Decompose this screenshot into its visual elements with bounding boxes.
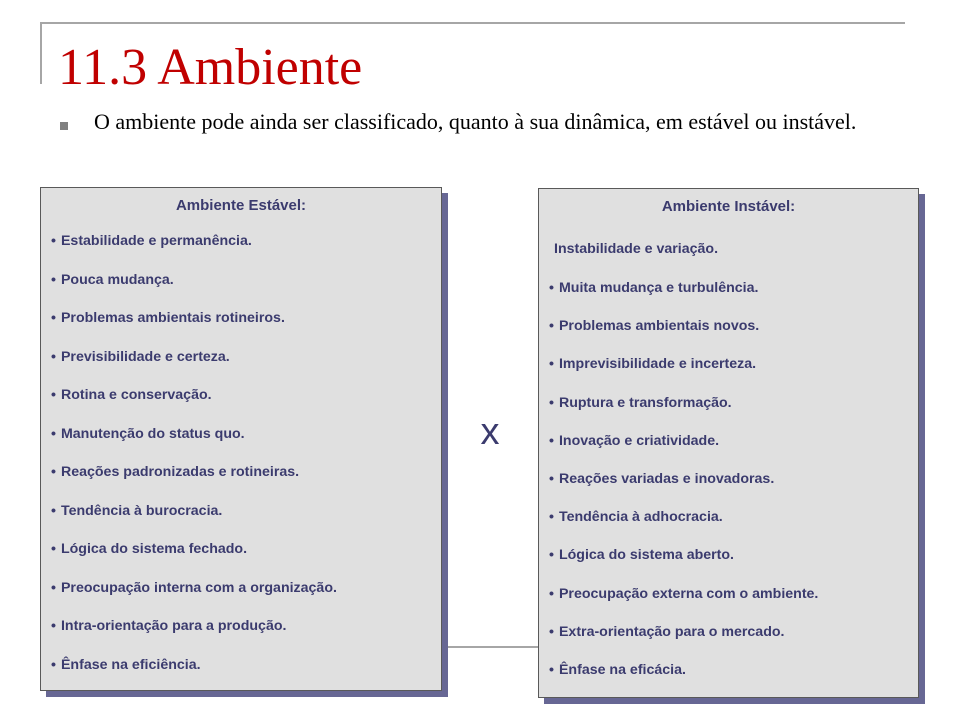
stable-list-item (51, 425, 245, 443)
bullet-dot-icon: • (549, 432, 554, 449)
unstable-list-item (549, 623, 784, 641)
unstable-list-item-text: Lógica do sistema aberto. (558, 547, 734, 564)
bullet-dot-icon: • (51, 541, 56, 557)
intro-bullet-text: O ambiente pode ainda ser classificado, quanto à sua dinâmica, em estável ou instável. (94, 109, 857, 134)
bullet-dot-icon: • (549, 356, 554, 373)
stable-panel-title: Ambiente Estável: (175, 197, 307, 214)
bullet-dot-icon: • (51, 502, 56, 519)
stable-list-item (51, 271, 174, 289)
stable-list-item-text: Rotina e conservação. (60, 387, 212, 403)
bullet-dot-icon: • (51, 425, 56, 442)
bullet-dot-icon: • (549, 394, 554, 411)
stable-list-item (51, 502, 222, 520)
unstable-list-item-text: Tendência à adhocracia. (558, 509, 723, 526)
bullet-dot-icon: • (549, 280, 554, 296)
unstable-list-item-text: Preocupação externa com o ambiente. (558, 585, 819, 602)
unstable-list-item (549, 432, 719, 450)
stable-list-item-text: Estabilidade e permanência. (60, 233, 252, 249)
bullet-dot-icon: • (549, 471, 554, 487)
unstable-list-item-text: Inovação e criatividade. (558, 432, 720, 449)
left-divider-line (40, 22, 42, 84)
unstable-list-item (549, 585, 818, 603)
slide-title: 11.3 Ambiente (58, 39, 363, 96)
unstable-list-item (549, 470, 774, 488)
stable-list-item-text: Ênfase na eficiência. (60, 656, 201, 673)
stable-list-item (51, 348, 230, 366)
bullet-dot-icon: • (549, 509, 554, 526)
stable-list-item-text: Problemas ambientais rotineiros. (60, 310, 285, 326)
bullet-dot-icon: • (51, 579, 56, 596)
unstable-first-item: Instabilidade e variação. (554, 241, 719, 257)
stable-list-item-text: Manutenção do status quo. (60, 425, 245, 442)
intro-bullet (60, 108, 905, 135)
stable-list-item-text: Reações padronizadas e rotineiras. (60, 464, 300, 480)
stable-list-item (51, 656, 201, 674)
stable-list-item-text: Lógica do sistema fechado. (60, 541, 248, 557)
unstable-list-item (549, 661, 686, 679)
unstable-list-item-text: Reações variadas e inovadoras. (558, 471, 775, 487)
bullet-dot-icon: • (51, 233, 56, 249)
bullet-dot-icon: • (549, 585, 554, 602)
stable-list-item-text: Tendência à burocracia. (60, 502, 223, 519)
bullet-dot-icon: • (549, 547, 554, 564)
square-bullet-icon (60, 122, 68, 130)
stable-list-item (51, 617, 286, 635)
bullet-dot-icon: • (549, 318, 554, 335)
bullet-dot-icon: • (51, 618, 56, 634)
unstable-list-item (549, 355, 756, 373)
bullet-dot-icon: • (51, 348, 56, 365)
top-divider-line (40, 22, 905, 24)
bullet-dot-icon: • (51, 310, 56, 326)
unstable-list-item-text: Extra-orientação para o mercado. (558, 623, 785, 640)
stable-list-item (51, 386, 212, 404)
bullet-dot-icon: • (51, 387, 56, 403)
bullet-dot-icon: • (549, 662, 554, 678)
stable-list-item-text: Previsibilidade e certeza. (60, 348, 230, 365)
unstable-list-item (549, 317, 759, 335)
stable-list-item (51, 463, 299, 481)
unstable-list-item-text: Imprevisibilidade e incerteza. (558, 356, 757, 373)
stable-list-item-text: Pouca mudança. (60, 271, 174, 288)
unstable-list-item-text: Problemas ambientais novos. (558, 318, 760, 335)
stable-list-item (51, 579, 337, 597)
unstable-list-item (549, 394, 732, 412)
stable-environment-panel (40, 187, 442, 691)
unstable-list-item (549, 508, 723, 526)
versus-mark: x (480, 411, 500, 453)
unstable-list-item-text: Muita mudança e turbulência. (558, 280, 759, 296)
stable-list-item-text: Intra-orientação para a produção. (60, 618, 287, 634)
stable-list-item (51, 309, 285, 327)
bullet-dot-icon: • (51, 464, 56, 480)
bullet-dot-icon: • (549, 623, 554, 640)
unstable-list-item-text: Ruptura e transformação. (558, 394, 732, 411)
unstable-panel-title: Ambiente Instável: (661, 198, 796, 215)
bullet-dot-icon: • (51, 656, 56, 673)
unstable-environment-panel (538, 188, 919, 698)
stable-list-item-text: Preocupação interna com a organização. (60, 579, 337, 596)
unstable-list-item (549, 279, 758, 297)
stable-list-item (51, 232, 252, 250)
unstable-list-item-text: Ênfase na eficácia. (558, 662, 686, 678)
stable-list-item (51, 540, 247, 558)
bullet-dot-icon: • (51, 271, 56, 288)
unstable-list-item (549, 546, 734, 564)
